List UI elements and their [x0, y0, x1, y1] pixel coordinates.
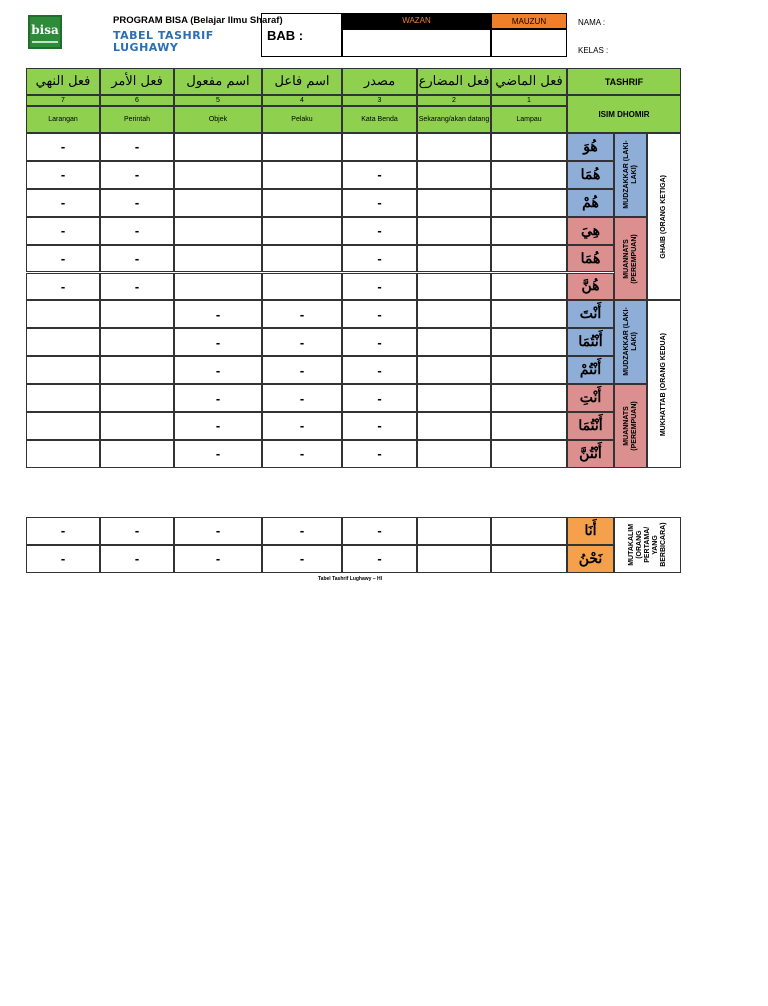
dash-cell: - — [262, 328, 342, 356]
dash-cell: - — [174, 356, 262, 384]
entry-cell[interactable] — [174, 189, 262, 217]
entry-cell[interactable] — [491, 517, 567, 545]
entry-cell[interactable] — [100, 356, 174, 384]
dash-cell: - — [342, 384, 417, 412]
mutakallim-group — [614, 517, 681, 573]
column-arabic-header: اسم مفعول — [174, 68, 262, 95]
entry-cell[interactable] — [100, 300, 174, 328]
entry-cell[interactable] — [262, 133, 342, 161]
entry-cell[interactable] — [174, 273, 262, 301]
tashrif-header: TASHRIF — [567, 68, 681, 95]
dash-cell: - — [262, 384, 342, 412]
mudzakkar-ghaib-group-label: MUDZAKKAR (LAKI-LAKI) — [622, 140, 638, 210]
kelas-label: KELAS : — [578, 46, 609, 55]
mudzakkar-mukhattab-group — [614, 300, 647, 384]
column-number: 1 — [491, 95, 567, 106]
dash-cell: - — [342, 189, 417, 217]
column-arabic-header: فعل النهي — [26, 68, 100, 95]
dash-cell: - — [342, 517, 417, 545]
column-number: 7 — [26, 95, 100, 106]
pronoun-cell: أَنْتُمَا — [567, 328, 614, 356]
muannats-ghaib-group-label: MUANNATS (PEREMPUAN) — [622, 233, 638, 284]
column-meaning: Kata Benda — [342, 106, 417, 133]
bab-field[interactable] — [261, 13, 342, 57]
entry-cell[interactable] — [491, 356, 567, 384]
dash-cell: - — [26, 245, 100, 273]
entry-cell[interactable] — [491, 384, 567, 412]
dash-cell: - — [342, 161, 417, 189]
entry-cell[interactable] — [26, 356, 100, 384]
muannats-mukhattab-group — [614, 384, 647, 468]
dash-cell: - — [100, 517, 174, 545]
dash-cell: - — [262, 517, 342, 545]
dash-cell: - — [26, 517, 100, 545]
entry-cell[interactable] — [174, 217, 262, 245]
pronoun-cell: هُمَا — [567, 161, 614, 189]
entry-cell[interactable] — [26, 384, 100, 412]
entry-cell[interactable] — [262, 273, 342, 301]
column-meaning: Sekarang/akan datang — [417, 106, 491, 133]
entry-cell[interactable] — [417, 189, 491, 217]
entry-cell[interactable] — [417, 273, 491, 301]
column-number: 3 — [342, 95, 417, 106]
dash-cell: - — [174, 300, 262, 328]
entry-cell[interactable] — [100, 328, 174, 356]
entry-cell[interactable] — [491, 217, 567, 245]
dash-cell: - — [26, 545, 100, 573]
entry-cell[interactable] — [417, 133, 491, 161]
muannats-ghaib-group — [614, 217, 647, 301]
entry-cell[interactable] — [417, 517, 491, 545]
entry-cell[interactable] — [26, 440, 100, 468]
dash-cell: - — [174, 384, 262, 412]
column-arabic-header: اسم فاعل — [262, 68, 342, 95]
mutakallim-group-label: MUTAKALIM (ORANG PERTAMA/ YANG BERBICARA) — [627, 522, 667, 568]
column-meaning: Pelaku — [262, 106, 342, 133]
entry-cell[interactable] — [491, 245, 567, 273]
dash-cell: - — [342, 273, 417, 301]
entry-cell[interactable] — [417, 300, 491, 328]
program-title: PROGRAM BISA (Belajar Ilmu Sharaf) — [113, 15, 283, 26]
ghaib-group-label: GHAIB (ORANG KETIGA) — [660, 174, 667, 259]
dash-cell: - — [100, 245, 174, 273]
wazan-field[interactable] — [342, 29, 491, 57]
pronoun-cell: هُمْ — [567, 189, 614, 217]
column-meaning: Larangan — [26, 106, 100, 133]
dash-cell: - — [342, 300, 417, 328]
dash-cell: - — [262, 440, 342, 468]
dash-cell: - — [342, 440, 417, 468]
mauzun-field[interactable] — [491, 29, 567, 57]
dash-cell: - — [100, 161, 174, 189]
dash-cell: - — [26, 161, 100, 189]
mukhattab-group — [647, 300, 681, 467]
column-meaning: Perintah — [100, 106, 174, 133]
dash-cell: - — [262, 300, 342, 328]
column-meaning: Objek — [174, 106, 262, 133]
entry-cell[interactable] — [174, 245, 262, 273]
entry-cell[interactable] — [342, 133, 417, 161]
dash-cell: - — [342, 545, 417, 573]
dash-cell: - — [174, 440, 262, 468]
dash-cell: - — [342, 217, 417, 245]
dash-cell: - — [342, 412, 417, 440]
entry-cell[interactable] — [417, 545, 491, 573]
dash-cell: - — [100, 217, 174, 245]
pronoun-cell: أَنْتِ — [567, 384, 614, 412]
entry-cell[interactable] — [417, 245, 491, 273]
pronoun-cell: أَنْتَ — [567, 300, 614, 328]
isim-dhomir-header: ISIM DHOMIR — [567, 95, 681, 133]
entry-cell[interactable] — [491, 545, 567, 573]
entry-cell[interactable] — [100, 384, 174, 412]
entry-cell[interactable] — [491, 189, 567, 217]
dash-cell: - — [26, 217, 100, 245]
dash-cell: - — [174, 412, 262, 440]
dash-cell: - — [100, 189, 174, 217]
dash-cell: - — [174, 328, 262, 356]
entry-cell[interactable] — [417, 384, 491, 412]
entry-cell[interactable] — [417, 328, 491, 356]
column-number: 4 — [262, 95, 342, 106]
entry-cell[interactable] — [174, 161, 262, 189]
nama-label: NAMA : — [578, 18, 606, 27]
column-meaning: Lampau — [491, 106, 567, 133]
entry-cell[interactable] — [26, 328, 100, 356]
column-number: 6 — [100, 95, 174, 106]
bisa-logo: bisa — [28, 15, 62, 49]
entry-cell[interactable] — [262, 161, 342, 189]
pronoun-cell: هُنَّ — [567, 273, 614, 301]
dash-cell: - — [342, 356, 417, 384]
column-number: 2 — [417, 95, 491, 106]
entry-cell[interactable] — [417, 161, 491, 189]
entry-cell[interactable] — [100, 440, 174, 468]
dash-cell: - — [342, 328, 417, 356]
table-title: TABEL TASHRIF LUGHAWY — [113, 29, 214, 54]
entry-cell[interactable] — [26, 300, 100, 328]
dash-cell: - — [26, 273, 100, 301]
entry-cell[interactable] — [417, 356, 491, 384]
pronoun-cell: أَنْتُمْ — [567, 356, 614, 384]
dash-cell: - — [342, 245, 417, 273]
mudzakkar-mukhattab-group-label: MUDZAKKAR (LAKI-LAKI) — [622, 308, 638, 377]
entry-cell[interactable] — [262, 189, 342, 217]
entry-cell[interactable] — [491, 440, 567, 468]
dash-cell: - — [100, 133, 174, 161]
entry-cell[interactable] — [26, 412, 100, 440]
mukhattab-group-label: MUKHATTAB (ORANG KEDUA) — [660, 332, 667, 436]
pronoun-cell: نَحْنُ — [567, 545, 614, 573]
dash-cell: - — [26, 189, 100, 217]
pronoun-cell: هُمَا — [567, 245, 614, 273]
entry-cell[interactable] — [491, 133, 567, 161]
entry-cell[interactable] — [491, 161, 567, 189]
bab-label: BAB : — [267, 28, 304, 43]
entry-cell[interactable] — [491, 328, 567, 356]
dash-cell: - — [174, 517, 262, 545]
footer-text: Tabel Tashrif Lughawy – HI — [318, 576, 382, 582]
wazan-header: WAZAN — [342, 13, 491, 29]
column-arabic-header: فعل الأمر — [100, 68, 174, 95]
muannats-mukhattab-group-label: MUANNATS (PEREMPUAN) — [622, 401, 638, 451]
mauzun-header: MAUZUN — [491, 13, 567, 29]
column-arabic-header: فعل المضارع — [417, 68, 491, 95]
column-number: 5 — [174, 95, 262, 106]
dash-cell: - — [262, 412, 342, 440]
pronoun-cell: أَنْتُنَّ — [567, 440, 614, 468]
entry-cell[interactable] — [491, 300, 567, 328]
dash-cell: - — [100, 273, 174, 301]
pronoun-cell: هُوَ — [567, 133, 614, 161]
entry-cell[interactable] — [262, 245, 342, 273]
dash-cell: - — [26, 133, 100, 161]
pronoun-cell: أَنَا — [567, 517, 614, 545]
entry-cell[interactable] — [491, 412, 567, 440]
entry-cell[interactable] — [417, 412, 491, 440]
entry-cell[interactable] — [417, 440, 491, 468]
ghaib-group — [647, 133, 681, 300]
dash-cell: - — [262, 356, 342, 384]
entry-cell[interactable] — [491, 273, 567, 301]
pronoun-cell: أَنْتُمَا — [567, 412, 614, 440]
column-arabic-header: فعل الماضي — [491, 68, 567, 95]
entry-cell[interactable] — [417, 217, 491, 245]
dash-cell: - — [100, 545, 174, 573]
column-arabic-header: مصدر — [342, 68, 417, 95]
dash-cell: - — [174, 545, 262, 573]
entry-cell[interactable] — [262, 217, 342, 245]
dash-cell: - — [262, 545, 342, 573]
entry-cell[interactable] — [100, 412, 174, 440]
entry-cell[interactable] — [174, 133, 262, 161]
pronoun-cell: هِيَ — [567, 217, 614, 245]
mudzakkar-ghaib-group — [614, 133, 647, 217]
